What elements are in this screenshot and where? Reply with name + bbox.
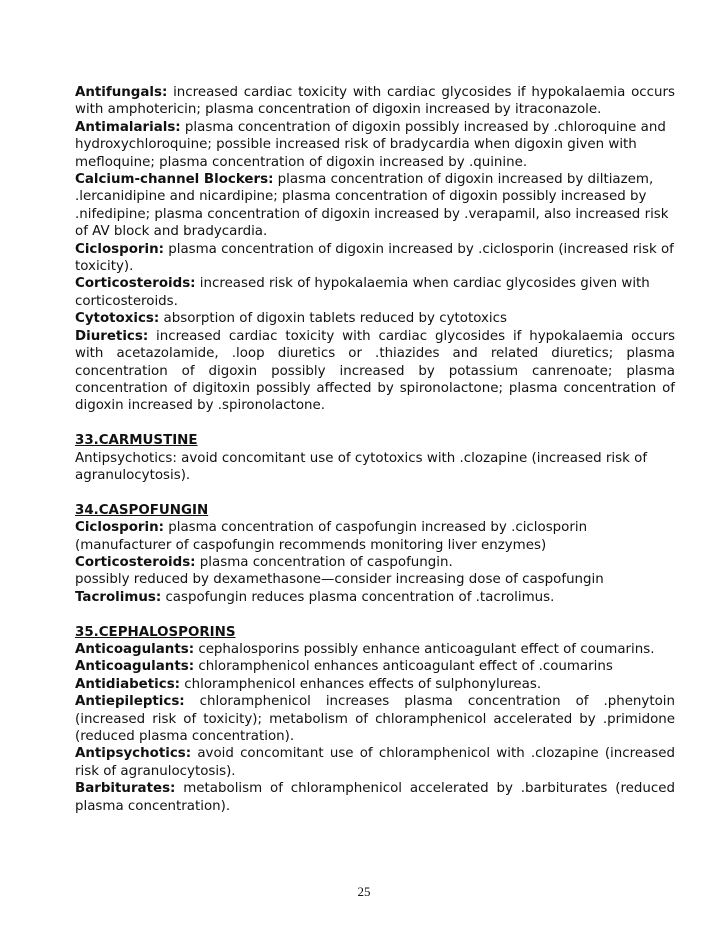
drug-class-term: Ciclosporin: <box>75 520 164 536</box>
interaction-text: chloramphenicol increases plasma concentration of .phenytoin (increased risk of toxicity); metabolism of chloramphenicol accelerated by .primidone (reduced plasma concentration). <box>75 694 675 744</box>
interaction-entry <box>75 450 675 485</box>
interaction-entry <box>75 310 675 327</box>
drug-class-term: Antifungals: <box>75 85 168 100</box>
section-gap <box>75 484 675 501</box>
interaction-entry <box>75 328 675 415</box>
section-title: 33.CARMUSTINE <box>75 433 198 449</box>
interaction-entry <box>75 241 675 276</box>
drug-class-term: Antiepileptics: <box>75 694 185 710</box>
drug-class-term: Ciclosporin: <box>75 241 164 257</box>
interaction-entry <box>75 780 675 815</box>
interaction-entry <box>75 658 675 675</box>
interaction-text: metabolism of chloramphenicol accelerated by .barbiturates (reduced plasma concentration). <box>75 781 675 814</box>
interaction-text: plasma concentration of caspofungin increased by .ciclosporin (manufacturer of caspofungin recommends monitoring liver enzymes) <box>75 520 588 553</box>
section-gap <box>75 415 675 432</box>
interaction-text: plasma concentration of digoxin increased by diltiazem, .lercanidipine and nicardipine; plasma concentration of digoxin possibly increased by .nifedipine; plasma concentration of digoxin increased by .verapamil, also increased risk of AV block and bradycardia. <box>75 172 669 240</box>
drug-class-term: Antidiabetics: <box>75 676 181 692</box>
section-title: 34.CASPOFUNGIN <box>75 502 209 518</box>
drug-class-term: Calcium-channel Blockers: <box>75 172 274 188</box>
interaction-text: possibly reduced by dexamethasone—consider increasing dose of caspofungin <box>75 572 604 588</box>
interaction-entry <box>75 676 675 693</box>
interaction-entry <box>75 84 675 119</box>
interaction-text: chloramphenicol enhances effects of sulphonylureas. <box>180 676 542 692</box>
page-number: 25 <box>357 884 371 899</box>
section-gap <box>75 606 675 623</box>
interaction-entry <box>75 519 675 554</box>
interaction-entry <box>75 171 675 241</box>
interaction-text: increased cardiac toxicity with cardiac glycosides if hypokalaemia occurs with amphotericin; plasma concentration of digoxin increased by itraconazole. <box>75 85 675 118</box>
interaction-text: Antipsychotics: avoid concomitant use of cytotoxics with .clozapine (increased risk of agranulocytosis). <box>75 450 648 483</box>
interaction-text: increased risk of hypokalaemia when cardiac glycosides given with corticosteroids. <box>75 276 650 309</box>
interaction-entry <box>75 571 675 588</box>
interaction-entry <box>75 641 675 658</box>
interaction-text: plasma concentration of digoxin possibly increased by .chloroquine and hydroxychloroquine; possible increased risk of bradycardia when digoxin given with mefloquine; plasma concentration of digoxin increased by .quinine. <box>75 119 666 170</box>
drug-class-term: Anticoagulants: <box>75 659 195 675</box>
interaction-text: plasma concentration of caspofungin. <box>195 554 453 570</box>
drug-class-term: Antimalarials: <box>75 119 181 135</box>
interaction-entry <box>75 554 675 571</box>
interaction-text: increased cardiac toxicity with cardiac glycosides if hypokalaemia occurs with acetazolamide, .loop diuretics or .thiazides and related diuretics; plasma concentration of digoxin possibly increased by potassium canrenoate; plasma concentration of digitoxin possibly affected by spironolactone; plasma concentration of digoxin increased by .spironolactone. <box>75 328 675 414</box>
interaction-entry <box>75 589 675 606</box>
interaction-entry <box>75 275 675 310</box>
drug-class-term: Tacrolimus: <box>75 589 162 605</box>
drug-class-term: Corticosteroids: <box>75 554 196 570</box>
drug-class-term: Corticosteroids: <box>75 276 196 292</box>
drug-class-term: Diuretics: <box>75 328 149 344</box>
interaction-text: plasma concentration of digoxin increased by .ciclosporin (increased risk of toxicity). <box>75 241 674 275</box>
interaction-entry <box>75 693 675 745</box>
drug-class-term: Cytotoxics: <box>75 311 160 327</box>
section-title: 35.CEPHALOSPORINS <box>75 624 236 640</box>
drug-class-term: Antipsychotics: <box>75 746 192 762</box>
interaction-text: caspofungin reduces plasma concentration of .tacrolimus. <box>161 589 555 605</box>
interaction-text: chloramphenicol enhances anticoagulant effect of .coumarins <box>194 659 613 675</box>
interaction-entry <box>75 119 675 171</box>
interaction-entry <box>75 745 675 780</box>
drug-class-term: Barbiturates: <box>75 781 176 797</box>
interaction-text: absorption of digoxin tablets reduced by cytotoxics <box>159 311 507 327</box>
document-body <box>75 84 675 815</box>
interaction-text: cephalosporins possibly enhance anticoagulant effect of coumarins. <box>194 641 655 657</box>
drug-class-term: Anticoagulants: <box>75 641 195 657</box>
interaction-text: avoid concomitant use of chloramphenicol with .clozapine (increased risk of agranulocytosis). <box>75 746 675 779</box>
